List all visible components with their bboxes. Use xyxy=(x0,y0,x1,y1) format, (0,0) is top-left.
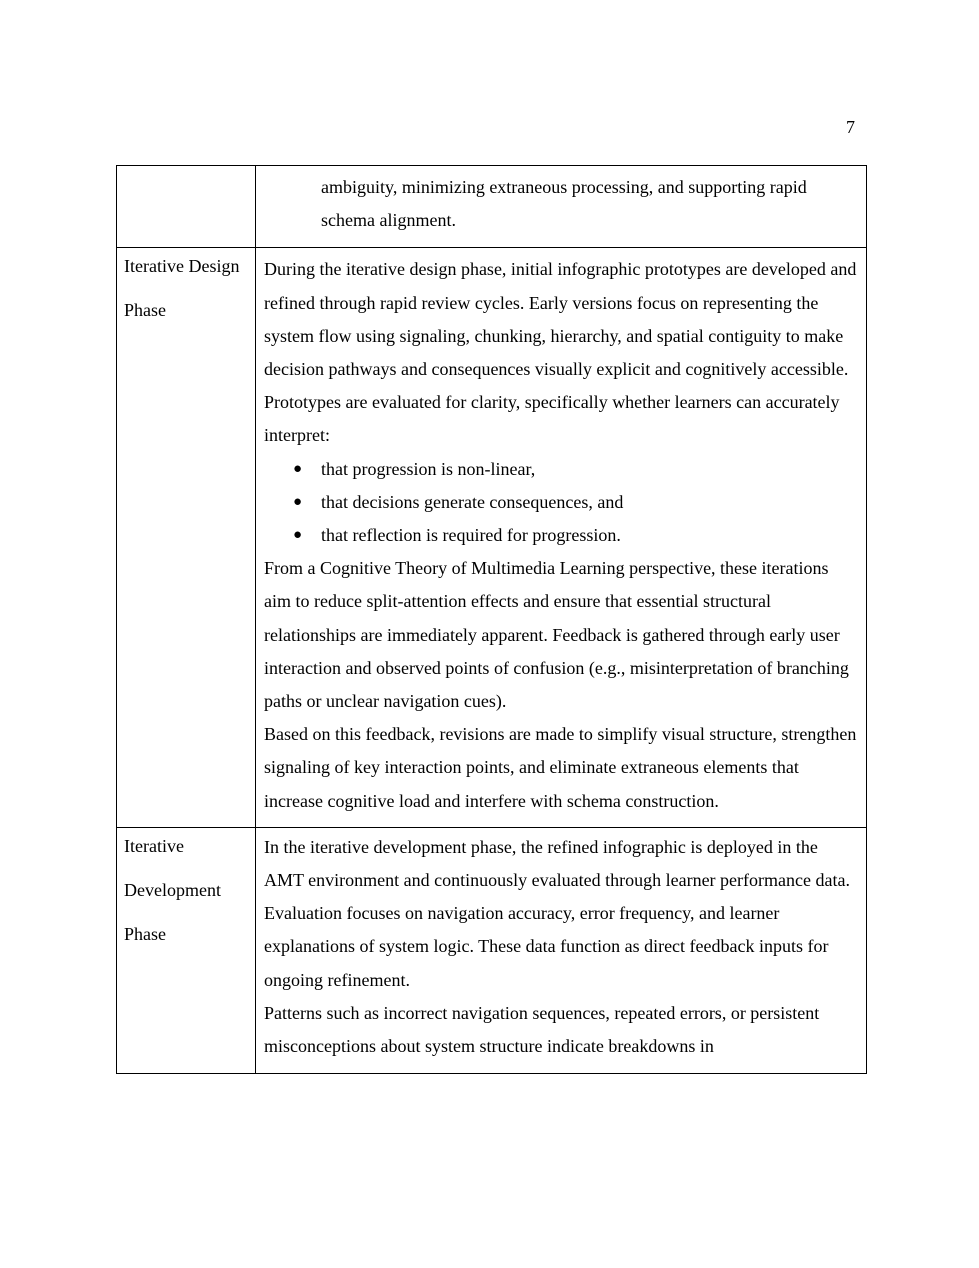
row-description-cell xyxy=(256,166,867,248)
list-item-text: that reflection is required for progression. xyxy=(321,525,621,546)
phase-label-line: Phase xyxy=(124,923,166,944)
table-row-iterative-design xyxy=(117,248,867,827)
bullet-icon: ● xyxy=(293,493,303,510)
list-item-text: that progression is non-linear, xyxy=(321,458,536,479)
description-paragraph: Patterns such as incorrect navigation sequences, repeated errors, or persistent misconceptions about system structure indicate breakdowns in xyxy=(264,1002,820,1057)
phase-label-line: Development xyxy=(124,879,221,900)
list-item-text: that decisions generate consequences, and xyxy=(321,491,624,512)
phase-label-line: Iterative xyxy=(124,835,184,856)
table-row-iterative-development xyxy=(117,827,867,1073)
phase-label-line: Iterative Design xyxy=(124,256,240,277)
table-row-continuation xyxy=(117,166,867,248)
description-paragraph: Based on this feedback, revisions are made to simplify visual structure, strengthen signaling of key interaction points, and eliminate extraneous elements that increase cognitive load and interfere with schema construction. xyxy=(264,724,857,811)
description-paragraph: From a Cognitive Theory of Multimedia Learning perspective, these iterations aim to reduce split-attention effects and ensure that essential structural relationships are immediately apparent. Feedback is gathered through early user interaction and observed points of confusion (e.g., misinterpretation of branching paths or unclear navigation cues). xyxy=(264,558,849,712)
row-label-cell xyxy=(117,248,256,827)
bullet-icon: ● xyxy=(293,460,303,477)
list-item xyxy=(264,519,858,552)
description-paragraph: During the iterative design phase, initial infographic prototypes are developed and refined through rapid review cycles. Early versions focus on representing the system flow using signaling, chunking, hierarchy, and spatial contiguity to make decision pathways and consequences visually explicit and cognitively accessible. xyxy=(264,259,857,380)
bullet-list xyxy=(264,453,858,553)
list-item xyxy=(264,453,858,486)
phase-table xyxy=(116,165,867,1074)
row-description-cell xyxy=(256,248,867,827)
description-paragraph: In the iterative development phase, the refined infographic is deployed in the AMT environment and continuously evaluated through learner performance data. Evaluation focuses on navigation accuracy, error frequency, and learner explanations of system logic. These data function as direct feedback inputs for ongoing refinement. xyxy=(264,836,850,990)
bullet-icon: ● xyxy=(293,527,303,544)
list-item xyxy=(264,486,858,519)
row-label-cell xyxy=(117,827,256,1073)
phase-label-line: Phase xyxy=(124,300,166,321)
row-description-cell xyxy=(256,827,867,1073)
page-number: 7 xyxy=(846,117,855,137)
description-paragraph: ambiguity, minimizing extraneous processing, and supporting rapid schema alignment. xyxy=(321,177,807,231)
description-paragraph: Prototypes are evaluated for clarity, specifically whether learners can accurately interpret: xyxy=(264,392,840,446)
row-label-cell xyxy=(117,166,256,248)
